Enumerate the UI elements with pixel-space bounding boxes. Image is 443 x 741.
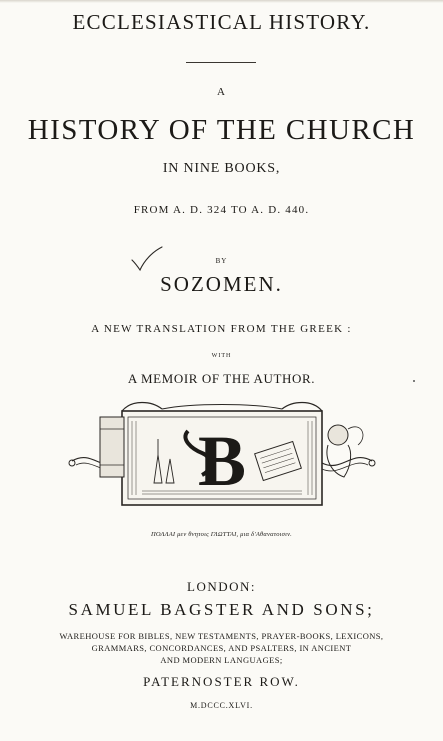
- memoir-note: A MEMOIR OF THE AUTHOR.: [127, 371, 316, 386]
- title-article: A: [217, 86, 226, 98]
- publisher-name: SAMUEL BAGSTER AND SONS;: [68, 600, 375, 619]
- translation-note: A NEW TRANSLATION FROM THE GREEK :: [91, 323, 352, 335]
- warehouse-line-3: AND MODERN LANGUAGES;: [160, 655, 283, 665]
- with-label: WITH: [211, 353, 232, 359]
- book-subtitle: IN NINE BOOKS,: [162, 161, 281, 176]
- imprint-street: PATERNOSTER ROW.: [143, 674, 300, 689]
- emblem-motto: ΠΟΛΛΑΙ μεν θνητοις ΓΛΩΤΤΑΙ, μια δ'Αθανατοισιν.: [150, 531, 293, 538]
- warehouse-line-2: GRAMMARS, CONCORDANCES, AND PSALTERS, IN ANCIENT: [91, 643, 352, 653]
- monogram-letter: B: [197, 421, 247, 501]
- date-range: FROM A. D. 324 TO A. D. 440.: [133, 204, 310, 216]
- publisher-emblem: [62, 399, 382, 529]
- running-title: ECCLESIASTICAL HISTORY.: [72, 10, 371, 34]
- warehouse-line-1: WAREHOUSE FOR BIBLES, NEW TESTAMENTS, PRAYER-BOOKS, LEXICONS,: [59, 631, 384, 641]
- title-rule: [186, 62, 256, 63]
- by-label: BY: [215, 257, 228, 265]
- book-title: HISTORY OF THE CHURCH: [27, 114, 416, 146]
- author-name: SOZOMEN.: [160, 272, 283, 296]
- ink-speck: [413, 380, 415, 382]
- imprint-city: LONDON:: [187, 579, 256, 594]
- top-edge-shadow: [0, 0, 443, 3]
- imprint-year: M.DCCC.XLVI.: [190, 701, 253, 710]
